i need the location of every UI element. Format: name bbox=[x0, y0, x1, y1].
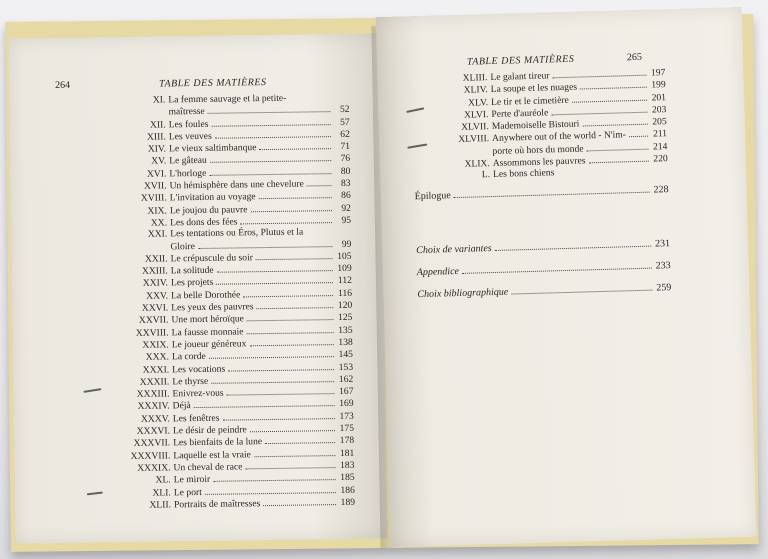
toc-entry-title: Déjà bbox=[172, 400, 191, 412]
appendix-page: 259 bbox=[656, 282, 672, 294]
leader-dots bbox=[250, 422, 335, 432]
appendix-title: Choix de variantes bbox=[416, 243, 492, 257]
leader-dots bbox=[209, 165, 331, 176]
toc-entry-number: XLIX. bbox=[464, 158, 490, 170]
leader-dots bbox=[259, 189, 332, 199]
leader-dots bbox=[209, 348, 334, 359]
toc-entry-title: Laquelle est la vraie bbox=[173, 448, 251, 461]
leader-dots bbox=[228, 361, 334, 371]
toc-entry-page: 186 bbox=[340, 484, 355, 496]
toc-entry-number: XXII. bbox=[144, 253, 168, 265]
toc-entry-number: XXXVI. bbox=[136, 425, 171, 437]
epilogue-page: 228 bbox=[653, 184, 669, 196]
toc-entry-number: XXXIV. bbox=[137, 400, 170, 413]
leader-dots bbox=[249, 336, 334, 346]
toc-entry-number: XLVI. bbox=[463, 108, 489, 121]
toc-entry-number: XXXII. bbox=[139, 376, 170, 388]
leader-dots bbox=[213, 471, 336, 482]
toc-entry-title: La femme sauvage et la petite- bbox=[168, 92, 287, 106]
toc-entry-number: XI. bbox=[152, 94, 166, 106]
toc-entry-title: Les projets bbox=[170, 277, 214, 289]
toc-entry-page: 185 bbox=[340, 472, 355, 484]
toc-entry-page: 116 bbox=[337, 287, 353, 299]
toc-entry-title: Le joujou du pauvre bbox=[169, 203, 248, 217]
toc-entry-page: 62 bbox=[340, 128, 350, 140]
toc-entry-number: XVIII. bbox=[140, 192, 167, 205]
leader-dots bbox=[246, 324, 333, 334]
toc-entry-page: 120 bbox=[337, 299, 353, 312]
toc-entry-number: XII. bbox=[149, 119, 166, 131]
leader-dots bbox=[454, 184, 650, 198]
toc-entry-page: 169 bbox=[339, 398, 354, 410]
toc-entry-title: L'invitation au voyage bbox=[169, 191, 256, 204]
toc-entry-title: La soupe et les nuages bbox=[490, 81, 578, 96]
toc-entry-page: 95 bbox=[341, 214, 352, 226]
leader-dots bbox=[245, 459, 335, 469]
toc-entry-number: XXXIII. bbox=[136, 388, 170, 400]
toc-entry-number: XLII. bbox=[149, 499, 172, 511]
toc-entry-page: 189 bbox=[340, 496, 356, 508]
leader-dots bbox=[222, 410, 334, 421]
toc-entry-number: XLI. bbox=[152, 486, 171, 499]
toc-entry-page: 162 bbox=[338, 373, 354, 385]
toc-entry-title: porte où hors du monde bbox=[492, 143, 584, 157]
toc-entry-title: Le galant tireur bbox=[490, 70, 550, 84]
leader-dots bbox=[256, 299, 333, 309]
toc-entry-title: Les bons chiens bbox=[492, 167, 555, 181]
leader-dots bbox=[263, 496, 336, 506]
toc-entry-title: Le joueur généreux bbox=[171, 338, 247, 351]
epilogue-title: Épilogue bbox=[414, 190, 451, 203]
toc-entry-number: XXV. bbox=[146, 290, 169, 302]
toc-entry-page: 71 bbox=[340, 141, 351, 153]
toc-entry-title: Perte d'auréole bbox=[491, 107, 549, 120]
leader-dots bbox=[194, 398, 335, 409]
toc-entry-page: 57 bbox=[340, 116, 350, 128]
toc-entry-number: XV. bbox=[151, 155, 167, 168]
toc-entry-number: XLIII. bbox=[462, 72, 488, 84]
appendix-entry bbox=[416, 237, 670, 256]
toc-entry-number: XXVIII. bbox=[135, 327, 169, 339]
leader-dots bbox=[265, 434, 335, 444]
toc-entry-title: L'horloge bbox=[169, 167, 207, 180]
appendix-entry bbox=[417, 281, 671, 300]
toc-entry-number: XIX. bbox=[147, 205, 167, 217]
leader-dots bbox=[254, 447, 336, 457]
toc-entry-number: XXIII. bbox=[141, 265, 168, 277]
leader-dots bbox=[259, 140, 331, 150]
toc-entry-page: 211 bbox=[652, 128, 668, 140]
toc-entry-number: XLVIII. bbox=[458, 133, 490, 146]
toc-entry-number: XL. bbox=[155, 474, 171, 486]
appendix-page: 231 bbox=[654, 238, 671, 250]
appendix-page: 233 bbox=[655, 260, 671, 272]
toc-entry-title: La corde bbox=[171, 351, 206, 363]
toc-entry-page: 181 bbox=[339, 447, 355, 459]
toc-entry-number: XXX. bbox=[145, 351, 170, 363]
leader-dots bbox=[210, 153, 332, 164]
toc-entry-page: 153 bbox=[338, 361, 354, 373]
toc-entry-title: Assommons les pauvres bbox=[492, 155, 586, 170]
toc-entry-title: Le miroir bbox=[173, 474, 211, 486]
leader-dots bbox=[629, 128, 648, 138]
toc-entry-page: 201 bbox=[651, 91, 667, 104]
toc-entry-number bbox=[68, 115, 169, 116]
toc-entry-number: XLIV. bbox=[463, 84, 488, 97]
left-page bbox=[8, 33, 387, 543]
epilogue-entry bbox=[415, 183, 669, 202]
right-page-number: 265 bbox=[626, 51, 643, 64]
leader-dots bbox=[211, 116, 330, 127]
leader-dots bbox=[217, 262, 333, 273]
leader-dots bbox=[307, 177, 332, 186]
toc-entry-title: Les vocations bbox=[172, 363, 226, 375]
toc-entry-number: XXXIX. bbox=[137, 462, 171, 474]
toc-entry-number: XIII. bbox=[146, 131, 166, 143]
toc-entry-title: Les veuves bbox=[168, 130, 212, 143]
toc-entry-title: Le désir de peindre bbox=[172, 424, 247, 437]
toc-entry-title: Un hémisphère dans une chevelure bbox=[169, 178, 304, 192]
toc-entry-number: XXXI. bbox=[142, 363, 170, 376]
leader-dots bbox=[511, 282, 652, 295]
toc-entry-title: Les fenêtres bbox=[172, 412, 220, 425]
leader-dots bbox=[586, 140, 648, 151]
leader-dots bbox=[582, 116, 648, 127]
toc-entry-page: 220 bbox=[653, 153, 668, 165]
toc-entry-page: 83 bbox=[340, 177, 351, 190]
toc-entry-title: Les bienfaits de la lune bbox=[173, 436, 263, 449]
leader-dots bbox=[247, 311, 334, 321]
toc-entry-title: Le gâteau bbox=[169, 155, 207, 167]
toc-entry-title: La solitude bbox=[170, 264, 214, 277]
toc-entry-title: Le thyrse bbox=[172, 375, 209, 388]
toc-entry-number: XVII. bbox=[143, 180, 167, 192]
toc-entry-title: Les dons des fées bbox=[170, 216, 238, 229]
appendix-title: Appendice bbox=[416, 265, 460, 279]
leader-dots bbox=[211, 373, 334, 384]
leader-dots bbox=[462, 260, 652, 274]
toc-entry-page: 92 bbox=[341, 202, 351, 214]
right-toc-list bbox=[411, 66, 668, 183]
toc-entry-page: 105 bbox=[337, 250, 352, 262]
toc-entry-title: Anywhere out of the world - N'im- bbox=[491, 129, 627, 145]
toc-entry-page: 173 bbox=[339, 410, 354, 422]
toc-entry-number: XVI. bbox=[146, 168, 167, 180]
toc-entry-page: 214 bbox=[652, 140, 668, 153]
toc-entry-page: 205 bbox=[652, 116, 667, 128]
toc-entry-page: 99 bbox=[341, 238, 352, 250]
toc-entry-page: 135 bbox=[338, 324, 353, 336]
leader-dots bbox=[227, 385, 335, 396]
toc-entry-page: 138 bbox=[338, 336, 353, 348]
toc-entry-number: XXIV. bbox=[142, 277, 169, 290]
toc-entry-title: Un cheval de race bbox=[173, 461, 243, 474]
toc-entry-title: Les tentations ou Éros, Plutus et la bbox=[170, 226, 304, 240]
leader-dots bbox=[215, 128, 331, 139]
toc-entry-page: 76 bbox=[340, 153, 351, 165]
right-page-header: TABLE DES MATIÈRES bbox=[466, 53, 575, 68]
toc-entry-number bbox=[414, 154, 493, 156]
toc-entry-page: 145 bbox=[338, 349, 354, 361]
left-page-header: TABLE DES MATIÈRES bbox=[159, 77, 267, 90]
toc-entry-title: Portraits de maîtresses bbox=[173, 497, 261, 511]
toc-entry-page: 112 bbox=[337, 275, 352, 287]
toc-entry-number: XXXV. bbox=[140, 413, 170, 425]
toc-entry-number: L. bbox=[481, 169, 491, 181]
toc-entry-number: XXXVII. bbox=[133, 437, 171, 450]
toc-entry-title: Les foules bbox=[168, 118, 209, 130]
left-toc-list bbox=[67, 92, 355, 512]
toc-entry-page: 183 bbox=[340, 459, 355, 471]
toc-entry-page: 197 bbox=[650, 67, 666, 79]
leader-dots bbox=[240, 214, 332, 224]
leader-dots bbox=[588, 153, 648, 164]
toc-entry-title: Le vieux saltimbanque bbox=[168, 142, 257, 155]
toc-entry-page: 199 bbox=[651, 79, 666, 91]
toc-entry-page: 203 bbox=[651, 104, 667, 116]
leader-dots bbox=[250, 202, 332, 212]
toc-entry-number: XXVI. bbox=[141, 302, 169, 314]
toc-entry-title: maîtresse bbox=[168, 106, 205, 118]
leader-dots bbox=[572, 91, 647, 102]
toc-entry-page: 178 bbox=[339, 435, 355, 447]
toc-entry-number: XIV. bbox=[147, 143, 167, 155]
leader-dots bbox=[256, 250, 333, 260]
leader-dots bbox=[552, 67, 646, 79]
left-page-number: 264 bbox=[55, 79, 71, 91]
toc-entry-page: 109 bbox=[337, 263, 352, 275]
toc-entry-number: XLV. bbox=[467, 96, 489, 109]
toc-entry-number: XXXVIII. bbox=[130, 450, 171, 462]
toc-entry-number bbox=[69, 249, 170, 250]
toc-entry-number: XX. bbox=[150, 217, 168, 229]
leader-dots bbox=[580, 79, 647, 90]
toc-entry-title: La belle Dorothée bbox=[171, 289, 241, 302]
leader-dots bbox=[205, 484, 336, 495]
leader-dots bbox=[243, 287, 333, 297]
toc-entry-title: La fausse monnaie bbox=[171, 326, 244, 339]
leader-dots bbox=[551, 104, 647, 116]
toc-entry-page: 175 bbox=[339, 422, 355, 435]
leader-dots bbox=[208, 103, 331, 114]
appendix-entry bbox=[417, 259, 671, 278]
leader-dots bbox=[216, 275, 333, 286]
toc-entry-page: 52 bbox=[339, 104, 350, 116]
toc-entry-title: Mademoiselle Bistouri bbox=[491, 118, 580, 133]
toc-entry-title: Enivrez-vous bbox=[172, 387, 224, 400]
leader-dots bbox=[198, 238, 333, 249]
toc-entry-page: 125 bbox=[337, 312, 353, 324]
toc-entry-title: Le tir et le cimetière bbox=[490, 94, 569, 108]
toc-entry-title: Une mort héroïque bbox=[171, 313, 244, 326]
toc-entry-number: XXIX. bbox=[142, 339, 169, 351]
toc-entry-number: XLVII. bbox=[461, 121, 489, 134]
appendix-title: Choix bibliographique bbox=[417, 286, 509, 301]
toc-entry-number: XXI. bbox=[147, 228, 168, 240]
right-page bbox=[376, 7, 757, 547]
toc-entry-title: Le crépuscule du soir bbox=[170, 252, 253, 265]
toc-entry-page: 86 bbox=[341, 190, 351, 202]
toc-entry-title: Les yeux des pauvres bbox=[171, 301, 254, 314]
toc-entry-number: XXVII. bbox=[138, 314, 169, 327]
leader-dots bbox=[495, 238, 652, 251]
toc-entry-page: 167 bbox=[338, 385, 354, 398]
toc-entry-title: Le port bbox=[173, 486, 202, 498]
toc-entry-page: 80 bbox=[340, 165, 351, 177]
toc-entry-title: Gloire bbox=[170, 240, 196, 252]
